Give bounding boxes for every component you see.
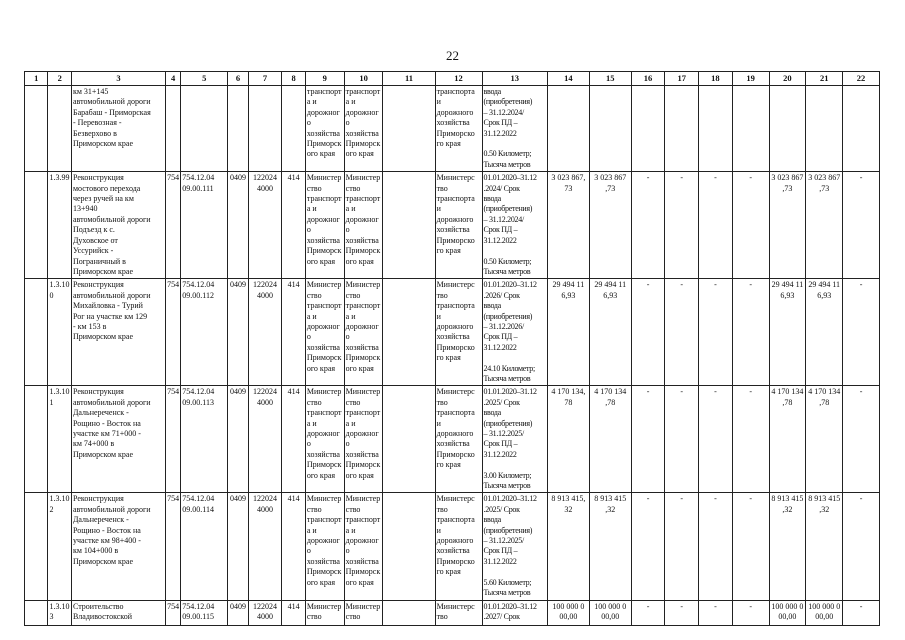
cell-col-2: 1.3.10 3 [48,600,71,625]
cell-col-18: - [699,172,733,279]
column-number-18: 18 [699,72,733,86]
cell-col-7: 122024 4000 [248,386,282,493]
cell-col-16: - [631,386,665,493]
cell-col-8 [282,86,305,172]
cell-col-15: 4 170 134 ,78 [589,386,631,493]
cell-col-18: - [699,600,733,625]
cell-col-19: - [732,386,769,493]
cell-col-20 [769,86,806,172]
table-row [25,386,880,493]
column-number-17: 17 [665,72,699,86]
cell-col-22 [843,86,880,172]
cell-col-12: транспорта и дорожного хозяйства Приморско го края [435,86,482,172]
cell-col-4: 754 [165,600,180,625]
cell-col-21 [806,86,843,172]
cell-col-6: 0409 [228,279,248,386]
column-number-9: 9 [305,72,344,86]
cell-col-10: Министер ство транспорт а и дорожног о хозяйства Приморск ого края [344,279,383,386]
column-number-10: 10 [344,72,383,86]
cell-col-9: Министер ство транспорт а и дорожног о хозяйства Приморск ого края [305,386,344,493]
table-row [25,86,880,172]
cell-col-17: - [665,600,699,625]
cell-col-15 [589,86,631,172]
table-row [25,279,880,386]
cell-col-13: 01.01.2020–31.12 .2025/ Срок ввода (приобретения) – 31.12.2025/ Срок ПД – 31.12.2022 5.60 Километр; Тысяча метров [482,493,547,600]
cell-col-20: 100 000 0 00,00 [769,600,806,625]
cell-col-11 [383,279,435,386]
cell-col-9: Министер ство [305,600,344,625]
cell-col-18 [699,86,733,172]
cell-col-11 [383,600,435,625]
column-number-16: 16 [631,72,665,86]
cell-col-1 [25,493,48,600]
column-number-20: 20 [769,72,806,86]
cell-col-7: 122024 4000 [248,493,282,600]
cell-col-19: - [732,279,769,386]
cell-col-21: 3 023 867 ,73 [806,172,843,279]
column-number-7: 7 [248,72,282,86]
cell-col-15: 8 913 415 ,32 [589,493,631,600]
cell-col-19 [732,86,769,172]
cell-col-21: 4 170 134 ,78 [806,386,843,493]
column-number-5: 5 [181,72,228,86]
cell-col-12: Министерс тво транспорта и дорожного хозяйства Приморско го края [435,386,482,493]
cell-col-3: Реконструкция автомобильной дороги Дальнереченск - Рощино - Восток на участке км 98+400 - км 104+000 в Приморском крае [71,493,165,600]
cell-col-3: км 31+145 автомобильной дороги Барабаш - Приморская - Перевозная - Безверхово в Приморском крае [71,86,165,172]
cell-col-17: - [665,386,699,493]
column-number-3: 3 [71,72,165,86]
cell-col-9: Министер ство транспорт а и дорожног о хозяйства Приморск ого края [305,493,344,600]
cell-col-14: 8 913 415, 32 [547,493,589,600]
cell-col-15: 3 023 867 ,73 [589,172,631,279]
cell-col-22: - [843,600,880,625]
cell-col-2: 1.3.10 2 [48,493,71,600]
cell-col-10: Министер ство транспорт а и дорожног о хозяйства Приморск ого края [344,493,383,600]
cell-col-22: - [843,493,880,600]
cell-col-10: Министер ство транспорт а и дорожног о хозяйства Приморск ого края [344,172,383,279]
cell-col-21: 100 000 0 00,00 [806,600,843,625]
cell-col-3: Реконструкция мостового перехода через ручей на км 13+940 автомобильной дороги Подъезд к с. Духовское от Уссурийск - Пограничный в Приморском крае [71,172,165,279]
cell-col-20: 4 170 134 ,78 [769,386,806,493]
cell-col-1 [25,172,48,279]
table-row [25,172,880,279]
column-number-13: 13 [482,72,547,86]
cell-col-18: - [699,493,733,600]
cell-col-6: 0409 [228,600,248,625]
cell-col-6: 0409 [228,493,248,600]
cell-col-3: Строительство Владивостокской [71,600,165,625]
cell-col-4 [165,86,180,172]
table-row [25,600,880,625]
cell-col-16: - [631,600,665,625]
cell-col-17 [665,86,699,172]
cell-col-13: 01.01.2020–31.12 .2024/ Срок ввода (приобретения) – 31.12.2024/ Срок ПД – 31.12.2022 0.50 Километр; Тысяча метров [482,172,547,279]
cell-col-1 [25,279,48,386]
cell-col-12: Министерс тво транспорта и дорожного хозяйства Приморско го края [435,172,482,279]
cell-col-14: 4 170 134, 78 [547,386,589,493]
cell-col-7: 122024 4000 [248,279,282,386]
cell-col-13: 01.01.2020–31.12 .2026/ Срок ввода (приобретения) – 31.12.2026/ Срок ПД – 31.12.2022 24.10 Километр; Тысяча метров [482,279,547,386]
cell-col-10: Министер ство [344,600,383,625]
cell-col-3: Реконструкция автомобильной дороги Дальнереченск - Рощино - Восток на участке км 71+000 - км 74+000 в Приморском крае [71,386,165,493]
cell-col-12: Министерс тво [435,600,482,625]
cell-col-17: - [665,172,699,279]
cell-col-7 [248,86,282,172]
cell-col-11 [383,172,435,279]
cell-col-4: 754 [165,493,180,600]
cell-col-17: - [665,493,699,600]
cell-col-4: 754 [165,386,180,493]
cell-col-16: - [631,172,665,279]
column-number-19: 19 [732,72,769,86]
cell-col-8: 414 [282,386,305,493]
cell-col-14: 3 023 867, 73 [547,172,589,279]
cell-col-21: 8 913 415 ,32 [806,493,843,600]
cell-col-16: - [631,279,665,386]
cell-col-8: 414 [282,600,305,625]
column-number-21: 21 [806,72,843,86]
cell-col-8: 414 [282,493,305,600]
cell-col-9: транспорт а и дорожног о хозяйства Приморск ого края [305,86,344,172]
cell-col-15: 29 494 11 6,93 [589,279,631,386]
cell-col-13: 01.01.2020–31.12 .2025/ Срок ввода (приобретения) – 31.12.2025/ Срок ПД – 31.12.2022 3.00 Километр; Тысяча метров [482,386,547,493]
cell-col-19: - [732,493,769,600]
cell-col-5: 754.12.04 09.00.111 [181,172,228,279]
cell-col-17: - [665,279,699,386]
cell-col-10: транспорт а и дорожног о хозяйства Приморск ого края [344,86,383,172]
cell-col-9: Министер ство транспорт а и дорожног о хозяйства Приморск ого края [305,279,344,386]
cell-col-22: - [843,386,880,493]
cell-col-15: 100 000 0 00,00 [589,600,631,625]
cell-col-5 [181,86,228,172]
cell-col-6 [228,86,248,172]
cell-col-9: Министер ство транспорт а и дорожног о хозяйства Приморск ого края [305,172,344,279]
cell-col-6: 0409 [228,386,248,493]
cell-col-20: 29 494 11 6,93 [769,279,806,386]
cell-col-14 [547,86,589,172]
cell-col-11 [383,493,435,600]
cell-col-6: 0409 [228,172,248,279]
cell-col-8: 414 [282,172,305,279]
cell-col-2: 1.3.10 0 [48,279,71,386]
column-number-12: 12 [435,72,482,86]
cell-col-5: 754.12.04 09.00.114 [181,493,228,600]
cell-col-7: 122024 4000 [248,600,282,625]
cell-col-22: - [843,279,880,386]
column-number-2: 2 [48,72,71,86]
cell-col-4: 754 [165,172,180,279]
cell-col-18: - [699,279,733,386]
column-number-row [25,72,880,86]
cell-col-1 [25,600,48,625]
cell-col-1 [25,86,48,172]
cell-col-5: 754.12.04 09.00.112 [181,279,228,386]
cell-col-14: 29 494 11 6,93 [547,279,589,386]
column-number-15: 15 [589,72,631,86]
column-number-22: 22 [843,72,880,86]
cell-col-12: Министерс тво транспорта и дорожного хозяйства Приморско го края [435,493,482,600]
column-number-6: 6 [228,72,248,86]
cell-col-18: - [699,386,733,493]
cell-col-10: Министер ство транспорт а и дорожног о хозяйства Приморск ого края [344,386,383,493]
cell-col-20: 8 913 415 ,32 [769,493,806,600]
column-number-4: 4 [165,72,180,86]
cell-col-4: 754 [165,279,180,386]
column-number-11: 11 [383,72,435,86]
cell-col-14: 100 000 0 00,00 [547,600,589,625]
column-number-14: 14 [547,72,589,86]
cell-col-7: 122024 4000 [248,172,282,279]
cell-col-3: Реконструкция автомобильной дороги Михайловка - Турий Рог на участке км 129 - км 153 в Приморском крае [71,279,165,386]
cell-col-2: 1.3.99 [48,172,71,279]
cell-col-11 [383,86,435,172]
cell-col-2 [48,86,71,172]
table-row [25,493,880,600]
cell-col-5: 754.12.04 09.00.113 [181,386,228,493]
column-number-1: 1 [25,72,48,86]
cell-col-21: 29 494 11 6,93 [806,279,843,386]
cell-col-19: - [732,172,769,279]
cell-col-12: Министерс тво транспорта и дорожного хозяйства Приморско го края [435,279,482,386]
cell-col-16 [631,86,665,172]
column-number-8: 8 [282,72,305,86]
cell-col-20: 3 023 867 ,73 [769,172,806,279]
cell-col-8: 414 [282,279,305,386]
budget-table [24,71,880,626]
cell-col-19: - [732,600,769,625]
cell-col-13: ввода (приобретения) – 31.12.2024/ Срок ПД – 31.12.2022 0.50 Километр; Тысяча метров [482,86,547,172]
cell-col-16: - [631,493,665,600]
page-number: 22 [446,48,459,63]
cell-col-1 [25,386,48,493]
cell-col-22: - [843,172,880,279]
cell-col-2: 1.3.10 1 [48,386,71,493]
cell-col-5: 754.12.04 09.00.115 [181,600,228,625]
cell-col-11 [383,386,435,493]
cell-col-13: 01.01.2020–31.12 .2027/ Срок [482,600,547,625]
